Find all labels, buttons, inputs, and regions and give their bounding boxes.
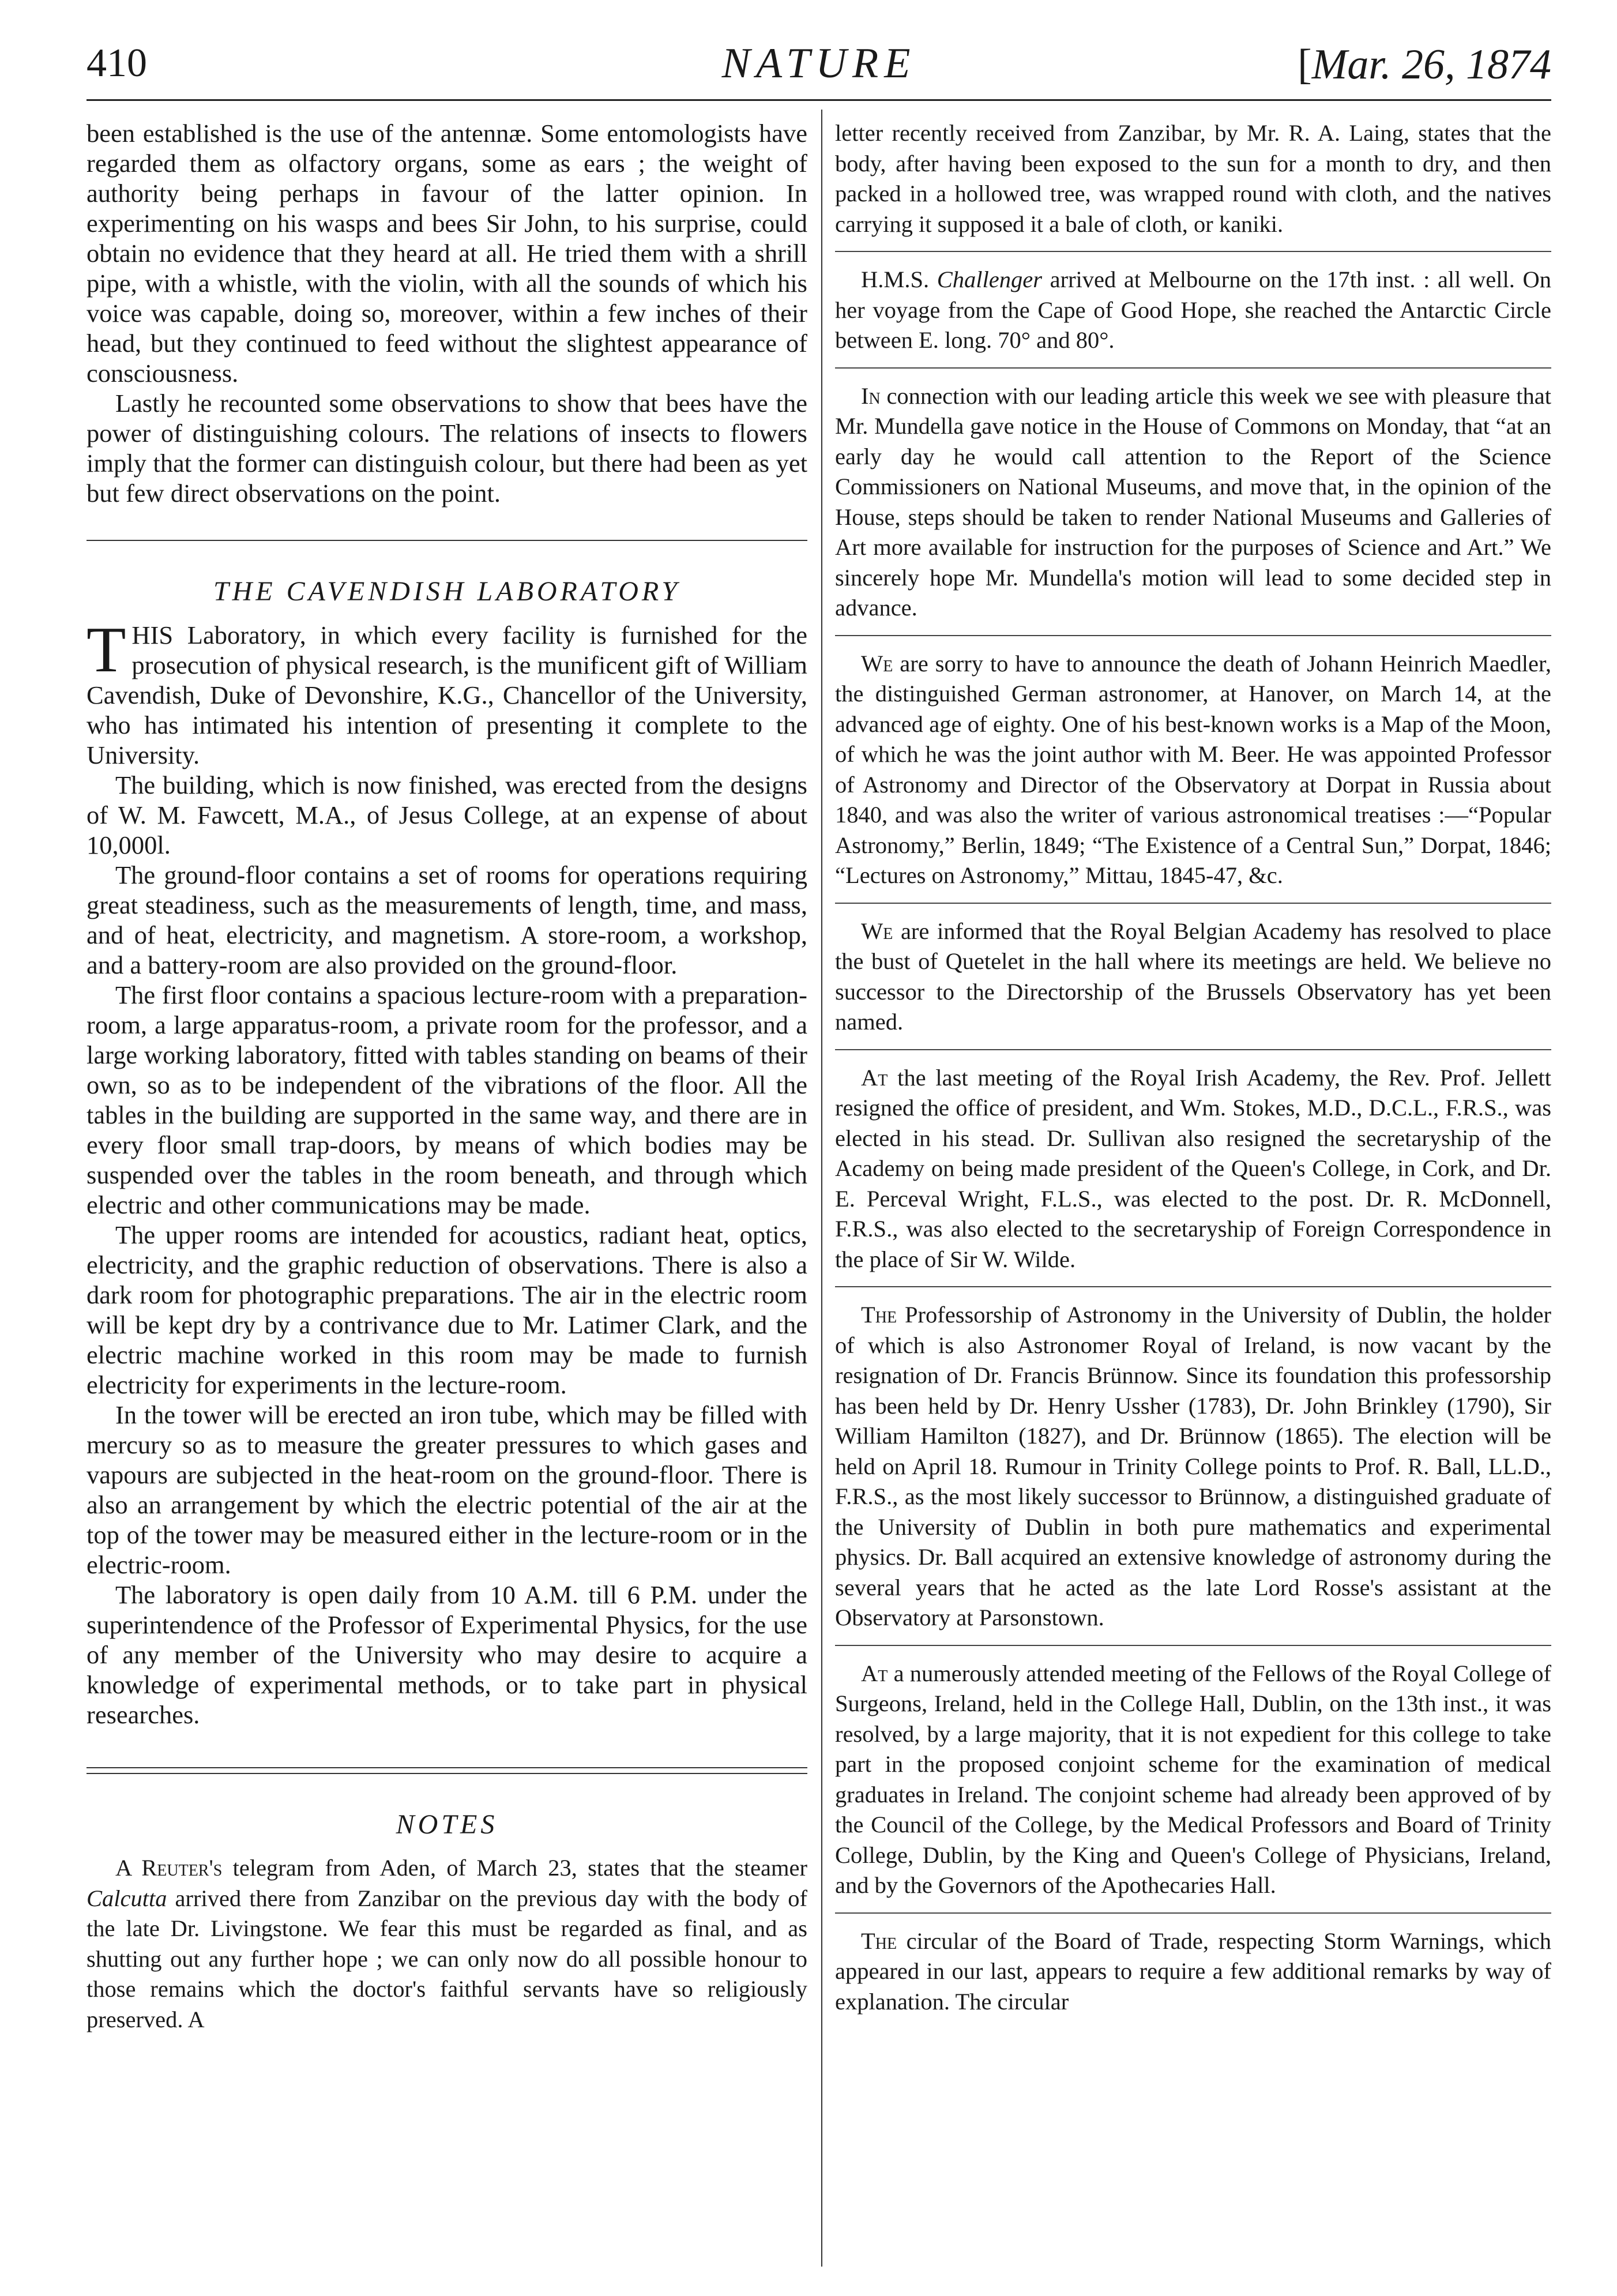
note-text: are sorry to have to announce the death of Johann Heinrich Maedler, the distinguished German astronomer, at Hanover, on March 14, at the advanced age of eighty. One of his best-known works is a Map of the Moon, of which he was the joint author with M. Beer. He was appointed Professor of Astronomy and Director of the Observatory at Dorpat in Russia about 1840, and was also the writer of various astronomical treatises :—“Popular Astronomy,” Berlin, 1849; “The Existence of a Central Sun,” Dorpat, 1846; “Lectures on Astronomy,” Mittau, 1845-47, &c. — [835, 650, 1551, 888]
lead-caps: HIS — [131, 621, 174, 649]
note-paragraph — [835, 1300, 1551, 1646]
note-paragraph — [835, 916, 1551, 1050]
issue-date-text: Mar. 26, 1874 — [1311, 41, 1551, 88]
note-lead: We — [861, 918, 893, 944]
note-paragraph — [87, 1853, 807, 2035]
note-text: arrived there from Zanzibar on the previous day with the body of the late Dr. Livingstone. We fear this must be regarded as final, and as shutting out any further hope ; we can only now do all possible honour to those remains which the doctor's faithful servants have so religiously preserved. A — [87, 1885, 807, 2032]
note-text: a numerously attended meeting of the Fellows of the Royal College of Surgeons, Ireland, held in the College Hall, Dublin, on the 13th inst., it was resolved, by a large majority, that it is not expedient for this college to take part in the proposed conjoint scheme for the examination of medical graduates in Ireland. The conjoint scheme had already been approved of by the Council of the College, by the Medical Professors and Board of Trinity College, Dublin, by the King and Queen's College of Physicians, Ireland, and by the Governors of the Apothecaries Hall. — [835, 1660, 1551, 1898]
note-paragraph — [835, 1063, 1551, 1288]
paragraph: The building, which is now finished, was erected from the designs of W. M. Fawcett, M.A., of Jesus College, at an expense of about 10,000l. — [87, 771, 807, 859]
note-text: are informed that the Royal Belgian Academy has resolved to place the bust of Quetelet in the hall where its meetings are held. We believe no successor to the Directorship of the Brussels Observatory has yet been named. — [835, 918, 1551, 1035]
ship-name: Calcutta — [87, 1885, 167, 1911]
note-lead: We — [861, 650, 893, 677]
note-paragraph — [835, 381, 1551, 636]
note-lead: The — [861, 1302, 897, 1328]
article-lead-paragraph — [87, 614, 807, 770]
journal-title: NATURE — [721, 40, 916, 87]
section-double-rule — [87, 1767, 807, 1774]
note-text: connection with our leading article this week we see with pleasure that Mr. Mundella gave notice in the House of Commons on Monday, that “at an early day he would call attention to the Report of the Science Commissioners on National Museums, and move that, in the opinion of the House, steps should be taken to render National Museums and Galleries of Art more available for instruction for the purposes of Science and Art.” We sincerely hope Mr. Mundella's motion will lead to some decided step in advance. — [835, 382, 1551, 621]
note-text: telegram from Aden, of March 23, states that the steamer — [222, 1855, 807, 1881]
paragraph: The upper rooms are intended for acoustics, radiant heat, optics, electricity, and the graphic reduction of observations. There is also a dark room for photographic preparations. The air in the electric room will be kept dry by a contrivance due to Mr. Latimer Clark, and the electric machine worked in this room may be made to furnish electricity for experiments in the lecture-room. — [87, 1220, 807, 1399]
note-paragraph — [835, 1659, 1551, 1914]
note-text: circular of the Board of Trade, respecting Storm Warnings, which appeared in our last, appears to require a few additional remarks by way of explanation. The circular — [835, 1927, 1551, 2015]
note-text: the last meeting of the Royal Irish Academy, the Rev. Prof. Jellett resigned the office of president, and Wm. Stokes, M.D., D.C.L., F.R.S., was elected in his stead. Dr. Sullivan also resigned the secretaryship of the Academy on being made president of the Queen's College, in Cork, and Dr. E. Perceval Wright, F.L.S., was elected to the post. Dr. R. McDonnell, F.R.S., was also elected to the secretaryship of Foreign Correspondence in the place of Sir W. Wilde. — [835, 1064, 1551, 1272]
page-header — [87, 36, 1551, 101]
note-text: Professorship of Astronomy in the University of Dublin, the holder of which is also Astronomer Royal of Ireland, is now vacant by the resignation of Dr. Francis Brünnow. Since its foundation this professorship has been held by Dr. Henry Ussher (1783), Dr. John Brinkley (1790), Sir William Hamilton (1827), and Dr. Brünnow (1865). The election will be held on April 18. Rumour in Trinity College points to Prof. R. Ball, LL.D., F.R.S., as the most likely successor to Brünnow, a distinguished graduate of the University of Dublin in both pure mathematics and experimental physics. Dr. Ball acquired an extensive knowledge of astronomy during the several years that he acted as the late Lord Rosse's assistant at the Observatory at Parsonstown. — [835, 1302, 1551, 1630]
paragraph: The laboratory is open daily from 10 A.M. till 6 P.M. under the superintendence of the Professor of Experimental Physics, for the use of any member of the University who may desire to acquire a knowledge of experimental methods, or to take part in physical researches. — [87, 1580, 807, 1729]
notes-title: NOTES — [396, 1809, 498, 1840]
paragraph: The ground-floor contains a set of rooms for operations requiring great steadiness, such as the measurements of length, time, and mass, and of heat, electricity, and magnetism. A store-room, a workshop, and a battery-room are also provided on the ground-floor. — [87, 860, 807, 979]
issue-date: [Mar. 26, 1874 — [1298, 41, 1551, 88]
page-number: 410 — [87, 41, 147, 85]
paragraph: The first floor contains a spacious lecture-room with a preparation-room, a large apparatus-room, a private room for the professor, and a large working laboratory, fitted with tables standing on beams of their own, so as to be independent of the vibrations of the floor. All the tables in the building are supported in the same way, and there are in every floor small trap-doors, by means of which bodies may be suspended over the tables in the room beneath, and through which electric and other communications may be made. — [87, 980, 807, 1219]
note-paragraph — [835, 649, 1551, 904]
paragraph: Lastly he recounted some observations to show that bees have the power of distinguishing colours. The relations of insects to flowers imply that the former can distinguish colour, but there had been as yet but few direct observations on the point. — [87, 389, 807, 508]
ship-name: Challenger — [937, 266, 1042, 292]
column-divider — [821, 110, 822, 2267]
note-lead: At — [861, 1064, 888, 1091]
note-lead: A Reuter's — [115, 1855, 223, 1881]
article-title: THE CAVENDISH LABORATORY — [213, 576, 681, 607]
note-text: arrived at Melbourne on the 17th inst. : all well. On her voyage from the Cape of Good Hope, she reached the Antarctic Circle between E. long. 70° and 80°. — [835, 266, 1551, 353]
left-column — [87, 118, 807, 2035]
lead-text: Laboratory, in which every facility is furnished for the prosecution of physical research, is the munificent gift of William Cavendish, Duke of Devonshire, K.G., Chancellor of the University, who has intimated his intention of presenting it complete to the University. — [87, 621, 807, 769]
note-lead: The — [861, 1927, 897, 1954]
paragraph: In the tower will be erected an iron tube, which may be filled with mercury so as to measure the greater pressures to which gases and vapours are subjected in the heat-room on the ground-floor. There is also an arrangement by which the electric potential of the air at the top of the tower may be measured either in the lecture-room or in the electric-room. — [87, 1400, 807, 1579]
continued-note: letter recently received from Zanzibar, by Mr. R. A. Laing, states that the body, after having been exposed to the sun for a month to dry, and then packed in a hollowed tree, was wrapped round with cloth, and the natives carrying it supposed it a bale of cloth, or kaniki. — [835, 118, 1551, 252]
note-paragraph — [835, 265, 1551, 369]
continued-paragraph: been established is the use of the antennæ. Some entomologists have regarded them as olfactory organs, some as ears ; the weight of authority being perhaps in favour of the latter opinion. In experimenting on his wasps and bees Sir John, to his surprise, could obtain no evidence that they heard at all. He tried them with a shrill pipe, with a whistle, with the violin, with all the sounds of which his voice was capable, doing so, moreover, within a few inches of their head, but they continued to feed without the slightest appearance of consciousness. — [87, 119, 807, 388]
note-lead: H.M.S. — [861, 266, 937, 292]
section-rule — [87, 540, 807, 541]
note-lead: At — [861, 1660, 888, 1686]
note-lead: In — [861, 382, 881, 409]
note-paragraph — [835, 1926, 1551, 2017]
right-column — [835, 118, 1551, 2030]
drop-cap: T — [87, 614, 126, 686]
